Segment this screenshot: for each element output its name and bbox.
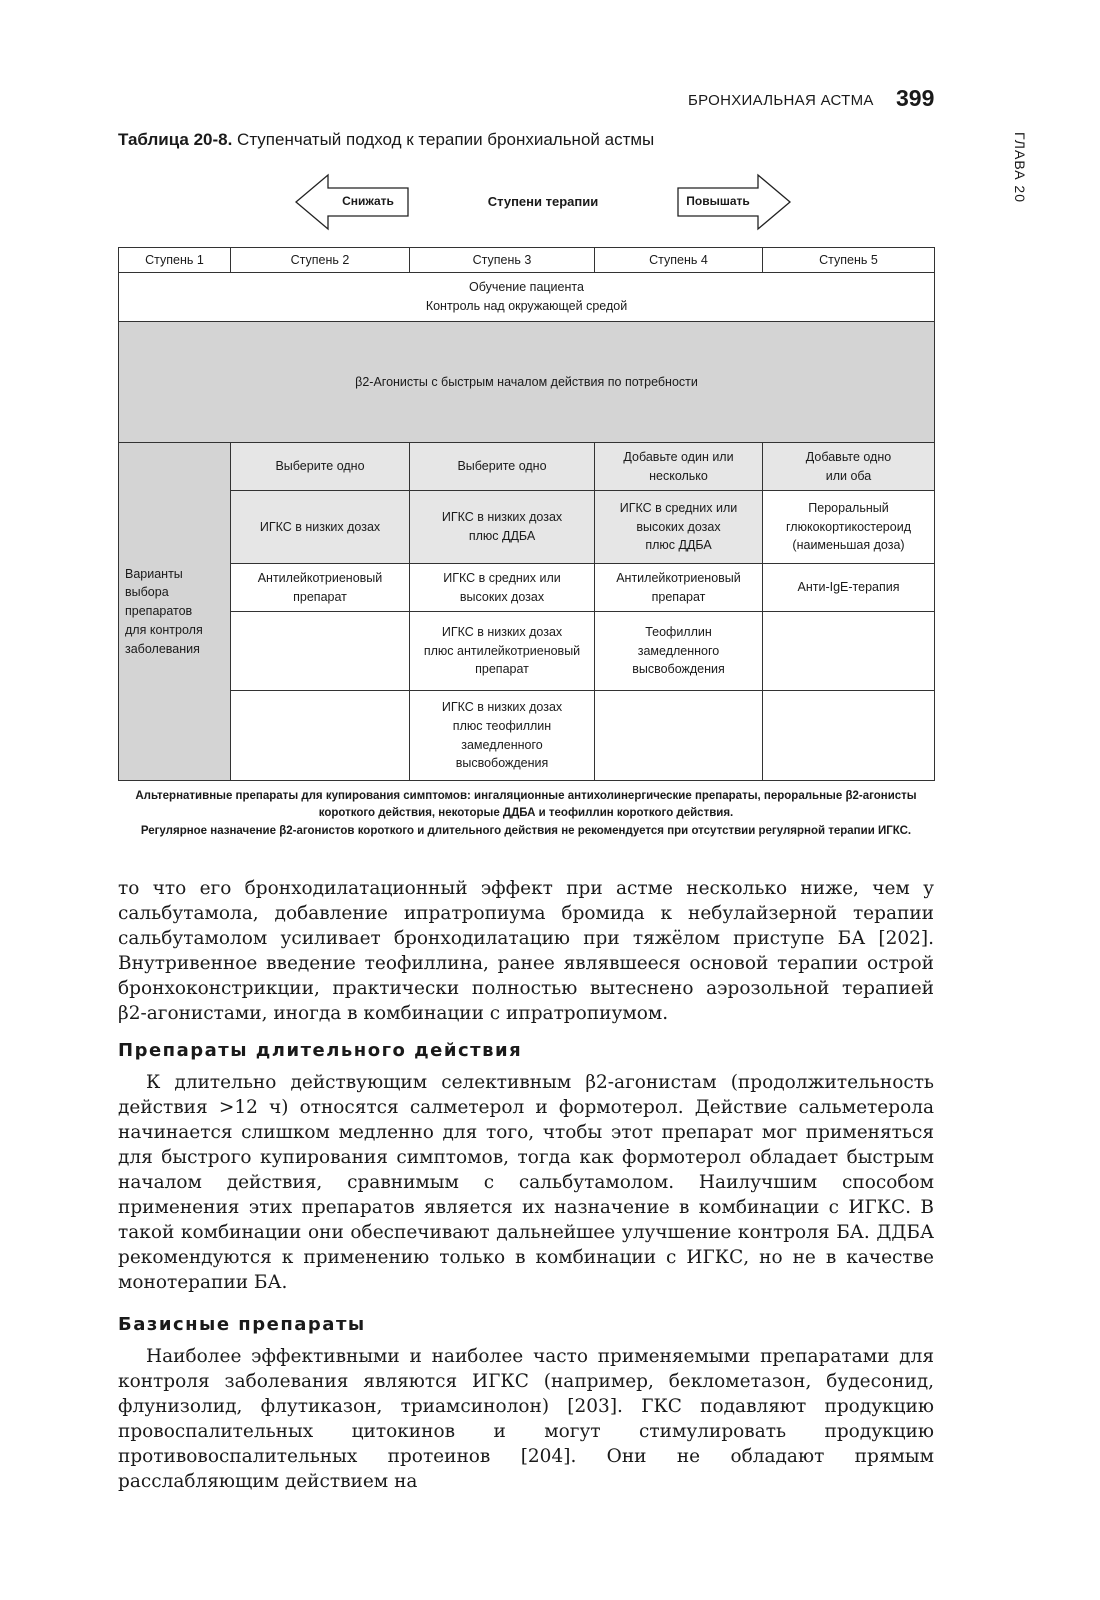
paragraph-text: то что его бронходилатационный эффект при астме несколько ниже, чем у сальбутамола, добавление ипратропиума бромида к небулайзерной терапии сальбутамолом усиливает бронходилатацию при тяжёлом приступе БА [202]. Внутривенное введение теофиллина, ранее являвшееся основой терапии острой бронхоконстрикции, практически полностью вытеснено аэрозольной терапией β2-агонистами, иногда в комбинации с ипратропиумом. <box>118 878 934 1024</box>
table-caption-number: Таблица 20-8. <box>118 130 233 149</box>
arrow-decrease-icon <box>296 170 324 175</box>
option-cell <box>595 691 763 781</box>
option-cell <box>763 612 935 691</box>
option-row <box>119 612 935 691</box>
option-cell: ИГКС в низких дозах плюс ДДБА <box>410 491 595 564</box>
option-cell <box>231 691 410 781</box>
choice-header-row <box>119 443 935 491</box>
table-caption <box>118 130 654 150</box>
therapy-table <box>118 247 935 781</box>
option-cell <box>231 612 410 691</box>
option-row <box>119 691 935 781</box>
education-row <box>119 273 935 322</box>
arrow-increase-label: Повышать <box>686 194 750 208</box>
choice-header-step-3: Выберите одно <box>410 443 595 491</box>
table-footnotes <box>118 788 934 840</box>
footnote-line: Регулярное назначение β2-агонистов короткого и длительного действия не рекомендуется при отсутствии регулярной терапии ИГКС. <box>140 824 912 837</box>
table-caption-text: Ступенчатый подход к терапии бронхиальной астмы <box>232 130 655 149</box>
option-cell: ИГКС в низких дозах <box>231 491 410 564</box>
section-heading-long-acting: Препараты длительного действия <box>118 1040 523 1061</box>
choice-header-step-2: Выберите одно <box>231 443 410 491</box>
choice-header-step-5: Добавьте одно или оба <box>763 443 935 491</box>
body-paragraph-2 <box>118 1070 934 1295</box>
choice-header-step-4: Добавьте один или несколько <box>595 443 763 491</box>
page-number: 399 <box>896 85 935 111</box>
steps-header <box>118 170 933 240</box>
running-title: БРОНХИАЛЬНАЯ АСТМА <box>688 92 874 109</box>
step-header-row <box>119 248 935 273</box>
education-cell: Обучение пациента Контроль над окружающей средой <box>119 273 935 322</box>
chapter-tab: ГЛАВА 20 <box>1012 132 1028 203</box>
step-4-header: Ступень 4 <box>595 248 763 273</box>
option-row <box>119 564 935 612</box>
footnote-line: короткого действия, некоторые ДДБА и теофиллин короткого действия. <box>318 807 734 820</box>
step-5-header: Ступень 5 <box>763 248 935 273</box>
beta-agonist-row <box>119 322 935 443</box>
arrow-decrease-label: Снижать <box>342 194 394 208</box>
option-cell <box>763 691 935 781</box>
option-cell: Анти-IgE-терапия <box>763 564 935 612</box>
options-label-cell: Варианты выбора препаратов для контроля заболевания <box>119 443 231 781</box>
option-cell: Антилейкотриеновый препарат <box>231 564 410 612</box>
paragraph-text: Наиболее эффективными и наиболее часто применяемыми препаратами для контроля заболевания являются ИГКС (например, беклометазон, будесонид, флунизолид, флутиказон, триамсинолон) [203]. ГКС подавляют продукцию провоспалительных цитокинов и могут стимулировать продукцию противовоспалительных протеинов [204]. Они не обладают прямым расслабляющим действием на <box>118 1346 934 1492</box>
body-paragraph-3 <box>118 1344 934 1494</box>
footnote-line: Альтернативные препараты для купирования симптомов: ингаляционные антихолинергические препараты, пероральные β2-агонисты <box>135 790 917 802</box>
option-cell: ИГКС в низких дозах плюс антилейкотриеновый препарат <box>410 612 595 691</box>
option-row <box>119 491 935 564</box>
option-cell: Теофиллин замедленного высвобождения <box>595 612 763 691</box>
section-heading-controllers: Базисные препараты <box>118 1314 366 1335</box>
beta-agonist-cell: β2-Агонисты с быстрым началом действия по потребности <box>119 322 935 443</box>
steps-title: Ступени терапии <box>487 194 599 209</box>
option-cell: ИГКС в низких дозах плюс теофиллин замедленного высвобождения <box>410 691 595 781</box>
paragraph-text: К длительно действующим селективным β2-агонистам (продолжительность действия >12 ч) относятся салметерол и формотерол. Действие сальметерола начинается слишком медленно для того, чтобы этот препарат мог применяться для быстрого купирования симптомов, тогда как формотерол обладает быстрым началом действия, сравнимым с сальбутамолом. Наилучшим способом применения этих препаратов является их назначение в комбинации с ИГКС. В такой комбинации они обеспечивают дальнейшее улучшение контроля БА. ДДБА рекомендуются к применению только в комбинации с ИГКС, но не в качестве монотерапии БА. <box>118 1072 934 1293</box>
step-1-header: Ступень 1 <box>119 248 231 273</box>
option-cell: Антилейкотриеновый препарат <box>595 564 763 612</box>
option-cell: ИГКС в средних или высоких дозах плюс ДДБА <box>595 491 763 564</box>
step-2-header: Ступень 2 <box>231 248 410 273</box>
option-cell: Пероральный глюкокортикостероид (наименьшая доза) <box>763 491 935 564</box>
step-3-header: Ступень 3 <box>410 248 595 273</box>
option-cell: ИГКС в средних или высоких дозах <box>410 564 595 612</box>
body-paragraph-1 <box>118 876 934 1026</box>
